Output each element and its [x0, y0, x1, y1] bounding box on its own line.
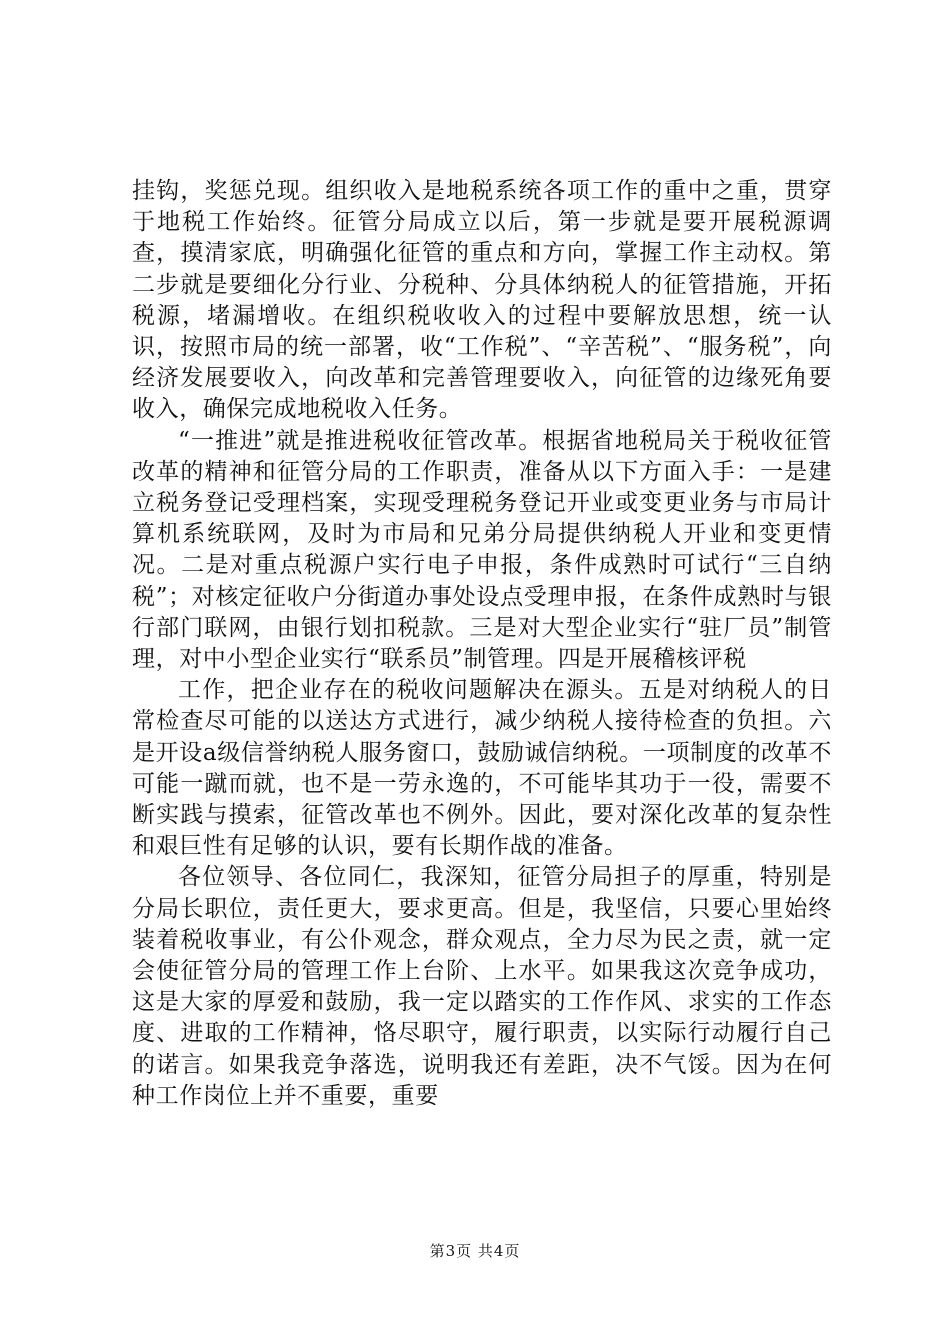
- page-number-footer: 第3页 共4页: [429, 1242, 521, 1260]
- paragraph-3: 工作，把企业存在的税收问题解决在源头。五是对纳税人的日常检查尽可能的以送达方式进行，减少纳税人接待检查的负担。六是开设a级信誉纳税人服务窗口，鼓励诚信纳税。一项制度的改革不可能一蹴而就，也不是一劳永逸的，不可能毕其功于一役，需要不断实践与摸索，征管改革也不例外。因此，要对深化改革的复杂性和艰巨性有足够的认识，要有长期作战的准备。: [132, 677, 832, 860]
- paragraph-4: 各位领导、各位同仁，我深知，征管分局担子的厚重，特别是分局长职位，责任更大，要求更高。但是，我坚信，只要心里始终装着税收事业，有公仆观念，群众观点，全力尽为民之责，就一定会使征管分局的管理工作上台阶、上水平。如果我这次竞争成功，这是大家的厚爱和鼓励，我一定以踏实的工作作风、求实的工作态度、进取的工作精神，恪尽职守，履行职责，以实际行动履行自己的诺言。如果我竞争落选，说明我还有差距，决不气馁。因为在何种工作岗位上并不重要，重要: [132, 864, 832, 1109]
- paragraph-1: 挂钩，奖惩兑现。组织收入是地税系统各项工作的重中之重，贯穿于地税工作始终。征管分局成立以后，第一步就是要开展税源调查，摸清家底，明确强化征管的重点和方向，掌握工作主动权。第二步就是要细化分行业、分税种、分具体纳税人的征管措施，开拓税源，堵漏增收。在组织税收收入的过程中要解放思想，统一认识，按照市局的统一部署，收“工作税”、“辛苦税”、“服务税”，向经济发展要收入，向改革和完善管理要收入，向征管的边缘死角要收入，确保完成地税收入任务。: [132, 178, 832, 423]
- body-text: [132, 176, 832, 1112]
- paragraph-2: “一推进”就是推进税收征管改革。根据省地税局关于税收征管改革的精神和征管分局的工作职责，准备从以下方面入手：一是建立税务登记受理档案，实现受理税务登记开业或变更业务与市局计算机系统联网，及时为市局和兄弟分局提供纳税人开业和变更情况。二是对重点税源户实行电子申报，条件成熟时可试行“三自纳税”；对核定征收户分街道办事处设点受理申报，在条件成熟时与银行部门联网，由银行划扣税款。三是对大型企业实行“驻厂员”制管理，对中小型企业实行“联系员”制管理。四是开展稽核评税: [132, 427, 832, 673]
